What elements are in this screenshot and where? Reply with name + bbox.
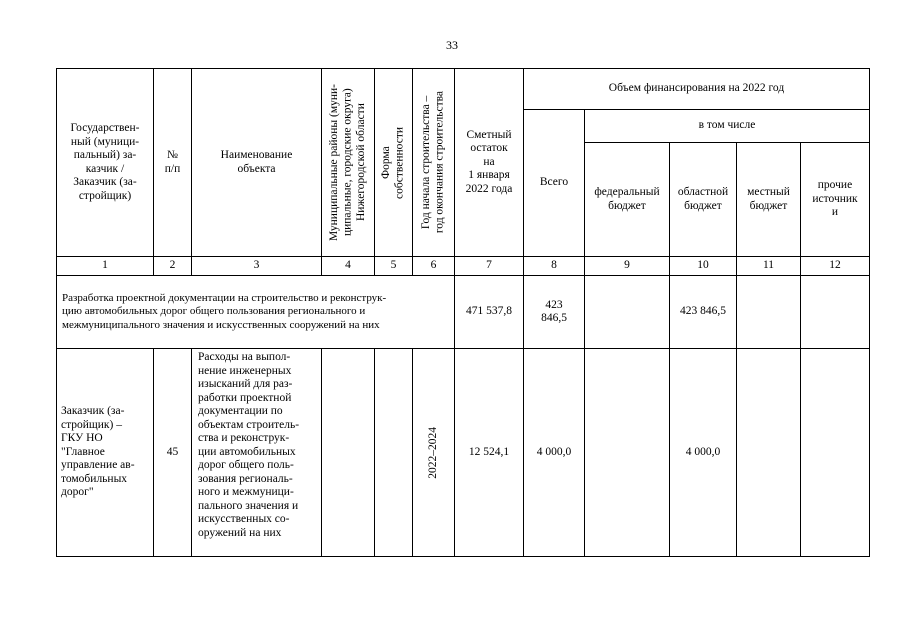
section-local bbox=[736, 275, 801, 349]
header-ownership-form-text: Форма собственности bbox=[380, 126, 406, 199]
column-number: 5 bbox=[374, 256, 413, 276]
header-object-name: Наименование объекта bbox=[191, 68, 322, 257]
row-other bbox=[800, 348, 870, 557]
column-number: 1 bbox=[56, 256, 154, 276]
row-total: 4 000,0 bbox=[523, 348, 585, 557]
column-number: 11 bbox=[736, 256, 801, 276]
header-other-sources: прочие источник и bbox=[800, 142, 870, 257]
column-number: 7 bbox=[454, 256, 524, 276]
column-number: 10 bbox=[669, 256, 737, 276]
section-total: 423 846,5 bbox=[523, 275, 585, 349]
section-title: Разработка проектной документации на строительство и реконструк- цию автомобильных дорог общего пользования регионального и межмуниципального значения и искусственных сооружений на них bbox=[56, 275, 455, 349]
header-ownership-form bbox=[374, 68, 413, 257]
header-construction-years-text: Год начала строительства – год окончания строительства bbox=[420, 91, 446, 234]
row-federal bbox=[584, 348, 670, 557]
row-object-name: Расходы на выпол- нение инженерных изысканий для раз- работки проектной документации по объектам строитель- ства и реконструк- ции автомобильных дорог общего поль- зования региональ- ного и межмуници- пального значения и искусственных со- оружений на них bbox=[191, 348, 322, 557]
section-regional: 423 846,5 bbox=[669, 275, 737, 349]
row-ownership-form bbox=[374, 348, 413, 557]
header-local-budget: местный бюджет bbox=[736, 142, 801, 257]
row-municipalities bbox=[321, 348, 375, 557]
row-construction-years-text: 2022–2024 bbox=[426, 426, 439, 479]
header-including: в том числе bbox=[584, 109, 870, 143]
row-construction-years bbox=[412, 348, 455, 557]
header-municipalities bbox=[321, 68, 375, 257]
column-number: 4 bbox=[321, 256, 375, 276]
section-federal bbox=[584, 275, 670, 349]
column-number: 12 bbox=[800, 256, 870, 276]
section-estimated-balance: 471 537,8 bbox=[454, 275, 524, 349]
row-local bbox=[736, 348, 801, 557]
row-regional: 4 000,0 bbox=[669, 348, 737, 557]
header-total: Всего bbox=[523, 109, 585, 257]
header-federal-budget: федеральный бюджет bbox=[584, 142, 670, 257]
page-number: 33 bbox=[446, 38, 458, 52]
header-estimated-balance: Сметный остаток на 1 января 2022 года bbox=[454, 68, 524, 257]
header-regional-budget: областной бюджет bbox=[669, 142, 737, 257]
column-number: 2 bbox=[153, 256, 192, 276]
row-estimated-balance: 12 524,1 bbox=[454, 348, 524, 557]
row-number: 45 bbox=[153, 348, 192, 557]
row-customer: Заказчик (за- стройщик) – ГКУ НО "Главное управление ав- томобильных дорог" bbox=[56, 348, 154, 557]
header-municipalities-text: Муниципальные районы (муни- ципальные, городские округа) Нижегородской области bbox=[327, 83, 367, 242]
header-customer: Государствен- ный (муници- пальный) за- казчик / Заказчик (за- стройщик) bbox=[56, 68, 154, 257]
header-financing-volume: Объем финансирования на 2022 год bbox=[523, 68, 870, 110]
column-number: 9 bbox=[584, 256, 670, 276]
header-construction-years bbox=[412, 68, 455, 257]
column-number: 8 bbox=[523, 256, 585, 276]
header-number: № п/п bbox=[153, 68, 192, 257]
section-other bbox=[800, 275, 870, 349]
column-number: 6 bbox=[412, 256, 455, 276]
column-number: 3 bbox=[191, 256, 322, 276]
